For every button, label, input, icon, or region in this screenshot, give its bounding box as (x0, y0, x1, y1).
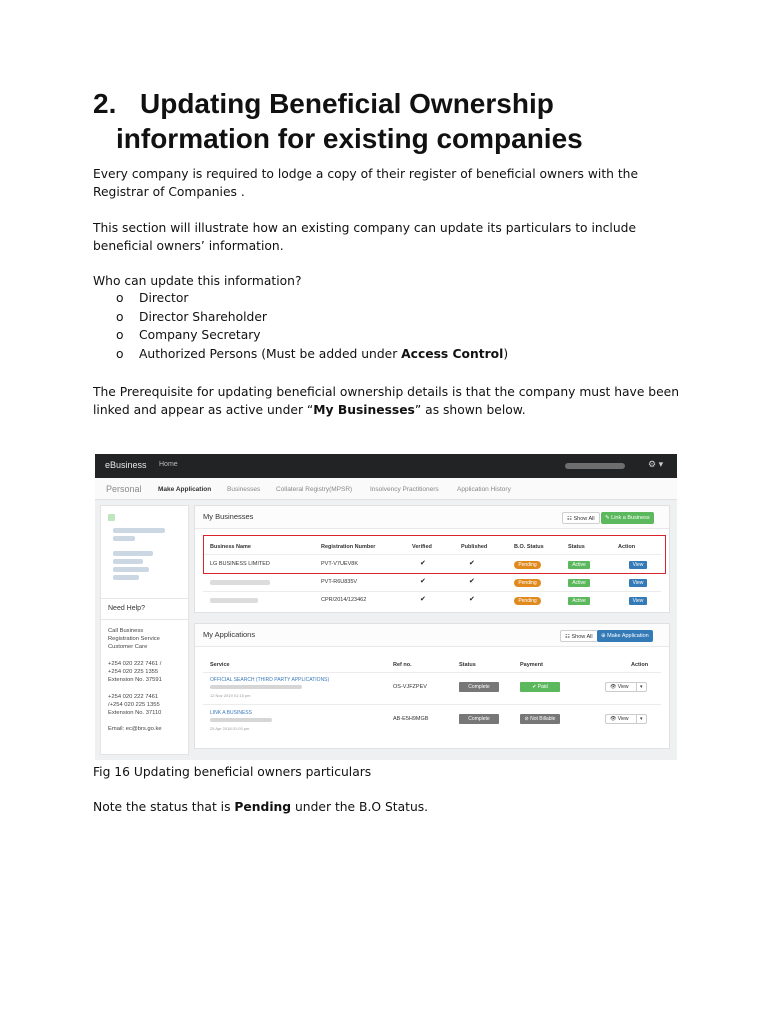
need-help-heading: Need Help? (101, 598, 188, 620)
user-sidebar (100, 505, 189, 755)
reference-number: OS-VJFZPEV (393, 684, 427, 690)
link-business-button[interactable]: ✎ Link a Business (601, 512, 654, 524)
payment-badge: ✔ Paid (520, 682, 560, 692)
list-item: o Authorized Persons (Must be added under Access Control) (116, 345, 508, 364)
list-item: o Company Secretary (116, 326, 508, 345)
registration-number: CPR/2014/123462 (321, 597, 367, 603)
bullet-marker: o (116, 328, 124, 342)
col-payment: Payment (520, 662, 543, 668)
col-action: Action (618, 544, 636, 550)
application-status-badge: Complete (459, 682, 499, 692)
figure-caption: Fig 16 Updating beneficial owners particulars (93, 765, 372, 779)
intro-paragraph: Every company is required to lodge a copy of their register of beneficial owners with the Registrar of Companies . (93, 167, 639, 199)
subnav-make-application[interactable]: Make Application (158, 486, 212, 493)
service-detail-blurred (210, 718, 272, 722)
bullet-marker: o (116, 309, 124, 324)
show-all-businesses-button[interactable]: ☷ Show All (562, 512, 600, 524)
verified-check-icon: ✔ (420, 578, 426, 585)
application-status-badge: Complete (459, 714, 499, 724)
my-businesses-title: My Businesses (203, 512, 254, 521)
my-applications-panel (194, 623, 670, 749)
verified-check-icon: ✔ (420, 596, 426, 603)
status-badge: Active (568, 579, 590, 587)
bo-status-badge: Pending (514, 561, 541, 569)
business-name-blurred (210, 580, 270, 585)
verified-check-icon: ✔ (420, 560, 426, 567)
subnav-insolvency-practitioners[interactable]: Insolvency Practitioners (370, 486, 439, 493)
col-status: Status (568, 544, 585, 550)
my-businesses-term: My Businesses (313, 403, 415, 417)
registration-number: PVT-V7UEV8K (321, 561, 358, 567)
published-check-icon: ✔ (469, 596, 475, 603)
pending-term: Pending (234, 800, 292, 814)
personal-label: Personal (106, 484, 142, 494)
chevron-down-icon[interactable]: ▾ (636, 683, 643, 691)
gear-icon[interactable]: ⚙ ▾ (648, 459, 664, 469)
view-business-button[interactable]: View (629, 561, 647, 569)
list-item: o Director (116, 289, 508, 308)
bo-status-badge: Pending (514, 579, 541, 587)
service-detail-blurred (210, 685, 302, 689)
user-name-blurred (113, 528, 165, 533)
who-can-update-question: Who can update this information? (93, 274, 302, 288)
nav-home-link[interactable]: Home (159, 461, 178, 468)
status-badge: Active (568, 597, 590, 605)
bullet-marker: o (116, 291, 124, 305)
section-description: This section will illustrate how an existing company can update its particulars to include beneficial owners’ information. (93, 221, 637, 253)
my-applications-title: My Applications (203, 630, 256, 639)
col-registration-number: Registration Number (321, 544, 376, 550)
sub-navigation (95, 478, 677, 500)
business-name-blurred (210, 598, 258, 603)
make-application-button[interactable]: ⊕ Make Application (597, 630, 653, 642)
navbar (95, 454, 677, 478)
reference-number: AB-E5H9MGB (393, 716, 429, 722)
subnav-collateral-registry[interactable]: Collateral Registry(MPSR) (276, 486, 353, 493)
list-item: o Director Shareholder (116, 308, 508, 327)
registration-number: PVT-R6U835V (321, 579, 358, 585)
bullet-marker: o (116, 346, 124, 361)
view-application-dropdown[interactable]: 👁 View ▾ (605, 714, 647, 724)
title-line-1: Updating Beneficial Ownership (140, 88, 554, 119)
chevron-down-icon[interactable]: ▾ (636, 715, 643, 723)
col-bo-status: B.O. Status (514, 544, 544, 550)
view-business-button[interactable]: View (629, 579, 647, 587)
published-check-icon: ✔ (469, 560, 475, 567)
view-application-dropdown[interactable]: 👁 View ▾ (605, 682, 647, 692)
access-control-term: Access Control (401, 346, 504, 361)
col-published: Published (461, 544, 488, 550)
title-line-2: information for existing companies (116, 123, 583, 154)
brand-logo[interactable]: eBusiness (105, 460, 147, 470)
subnav-application-history[interactable]: Application History (457, 486, 511, 493)
service-link[interactable]: OFFICIAL SEARCH (THIRD PARTY APPLICATIONS) (210, 677, 330, 683)
subnav-businesses[interactable]: Businesses (227, 486, 261, 493)
section-title (93, 86, 693, 156)
col-service: Service (210, 662, 230, 668)
col-verified: Verified (412, 544, 432, 550)
section-number: 2. (93, 88, 117, 119)
user-menu[interactable] (565, 463, 625, 469)
col-business-name: Business Name (210, 544, 251, 550)
published-check-icon: ✔ (469, 578, 475, 585)
view-business-button[interactable]: View (629, 597, 647, 605)
user-status-icon (108, 514, 115, 521)
highlight-box (203, 535, 666, 574)
prerequisite-paragraph: The Prerequisite for updating beneficial ownership details is that the company must have been linked and appear as active under “My Businesses” as shown below. (93, 385, 680, 417)
application-date: 12 Nov 2019 01:15 pm (210, 693, 251, 698)
ebusiness-screenshot (95, 454, 677, 760)
col-app-status: Status (459, 662, 476, 668)
payment-badge: ⊘ Not Billable (520, 714, 560, 724)
col-app-action: Action (631, 662, 649, 668)
business-name: LG BUSINESS LIMITED (210, 561, 270, 567)
bo-status-badge: Pending (514, 597, 541, 605)
contact-info: Call Business Registration Service Customer Care +254 020 222 7461 / +254 020 225 1355 Extension No. 37591 +254 020 222 7461 /+254 020 225 1355 Extension No. 37110 Email: ec@brs.go.ke (108, 628, 162, 733)
show-all-applications-button[interactable]: ☷ Show All (560, 630, 598, 642)
service-link[interactable]: LINK A BUSINESS (210, 710, 252, 716)
application-date: 25 Apr 2018 01:03 pm (210, 726, 250, 731)
status-badge: Active (568, 561, 590, 569)
col-ref-no: Ref no. (393, 662, 412, 668)
pending-note: Note the status that is Pending under the B.O Status. (93, 800, 429, 814)
role-list (116, 289, 508, 363)
